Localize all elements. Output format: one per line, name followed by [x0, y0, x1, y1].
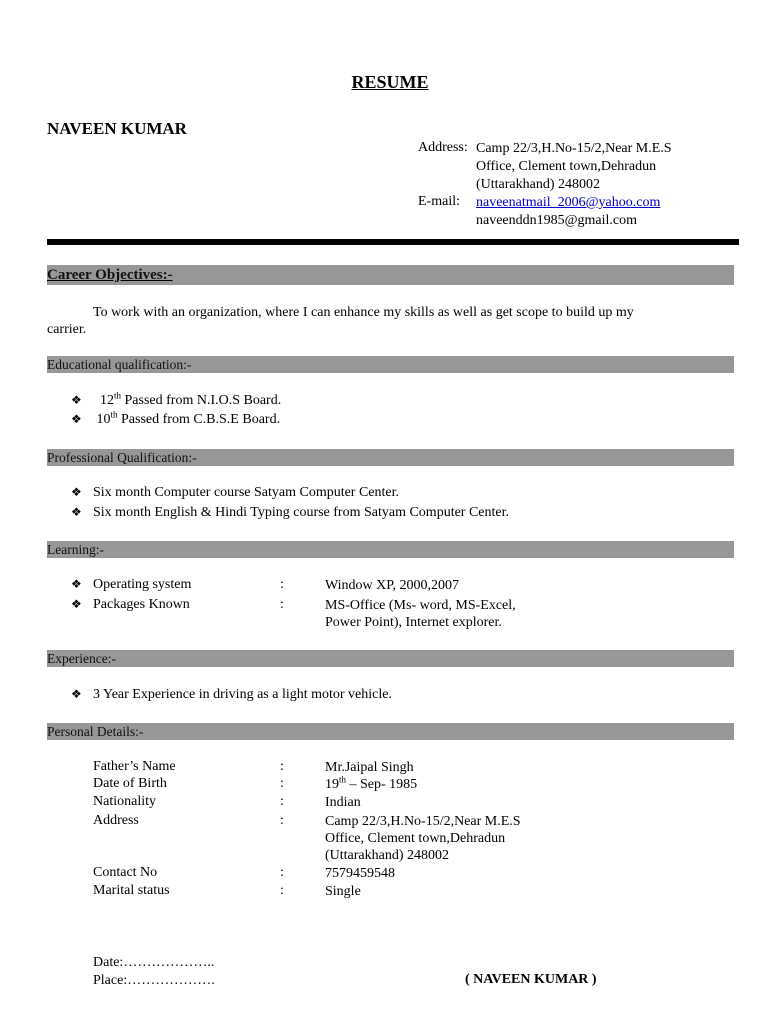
header-divider	[47, 239, 739, 245]
email-block	[476, 194, 660, 230]
signature-name: ( NAVEEN KUMAR )	[465, 972, 597, 987]
section-heading: Career Objectives:-	[47, 267, 173, 283]
bullet-icon: ❖	[71, 505, 82, 519]
field-value: Camp 22/3,H.No-15/2,Near M.E.S Office, Clement town,Dehradun (Uttarakhand) 248002	[325, 814, 521, 863]
candidate-name: NAVEEN KUMAR	[47, 119, 187, 138]
field-value: 7579459548	[325, 866, 395, 881]
field-value: Indian	[325, 795, 361, 810]
field-label: Address	[93, 813, 139, 828]
colon: :	[280, 759, 284, 774]
email-label: E-mail:	[418, 194, 460, 209]
address-line: (Uttarakhand) 248002	[476, 177, 601, 192]
section-professional	[47, 449, 734, 466]
colon: :	[280, 776, 284, 791]
section-heading: Educational qualification:-	[47, 357, 192, 372]
section-heading: Personal Details:-	[47, 724, 144, 739]
field-value: 19th – Sep- 1985	[325, 774, 418, 792]
email-link[interactable]: naveenatmail_2006@yahoo.com	[476, 195, 661, 210]
colon: :	[280, 597, 284, 612]
list-item: ❖ 3 Year Experience in driving as a light motor vehicle.	[71, 687, 392, 702]
section-heading: Learning:-	[47, 542, 104, 557]
field-value: Mr.Jaipal Singh	[325, 760, 414, 775]
address-block	[476, 140, 672, 194]
list-item: ❖ 12th Passed from N.I.O.S Board.	[71, 390, 282, 408]
bullet-icon: ❖	[71, 485, 82, 499]
learning-row-value: Window XP, 2000,2007	[325, 578, 459, 593]
learning-row-value: MS-Office (Ms- word, MS-Excel, Power Point), Internet explorer.	[325, 598, 516, 630]
list-item: ❖ Six month Computer course Satyam Computer Center.	[71, 485, 400, 500]
section-education	[47, 356, 734, 373]
bullet-icon: ❖	[71, 393, 82, 407]
section-heading: Experience:-	[47, 651, 116, 666]
colon: :	[280, 577, 284, 592]
bullet-icon: ❖	[71, 687, 82, 701]
date-line: Date:………………..	[93, 955, 215, 970]
bullet-icon: ❖	[71, 577, 82, 591]
section-personal-details	[47, 723, 734, 740]
address-label: Address:	[418, 140, 468, 155]
place-line: Place:……………….	[93, 973, 215, 988]
section-career-objectives	[47, 265, 734, 285]
colon: :	[280, 883, 284, 898]
field-label: Father’s Name	[93, 759, 176, 774]
field-label: Nationality	[93, 794, 156, 809]
resume-title: RESUME	[351, 72, 429, 92]
section-learning	[47, 541, 734, 558]
bullet-icon: ❖	[71, 412, 82, 426]
address-line: Camp 22/3,H.No-15/2,Near M.E.S	[476, 141, 672, 156]
field-value: Single	[325, 884, 361, 899]
career-text-line2: carrier.	[47, 322, 87, 337]
colon: :	[280, 794, 284, 809]
colon: :	[280, 813, 284, 828]
section-experience	[47, 650, 734, 667]
email-secondary: naveenddn1985@gmail.com	[476, 213, 638, 228]
learning-row-label: ❖ Packages Known	[71, 597, 190, 612]
list-item: ❖ Six month English & Hindi Typing course from Satyam Computer Center.	[71, 505, 510, 520]
section-heading: Professional Qualification:-	[47, 450, 197, 465]
learning-row-label: ❖ Operating system	[71, 577, 192, 592]
field-label: Date of Birth	[93, 776, 167, 791]
field-label: Contact No	[93, 865, 158, 880]
address-line: Office, Clement town,Dehradun	[476, 159, 657, 174]
list-item: ❖ 10th Passed from C.B.S.E Board.	[71, 409, 281, 427]
career-text-line1: To work with an organization, where I can enhance my skills as well as get scope to build up my	[93, 305, 634, 320]
colon: :	[280, 865, 284, 880]
bullet-icon: ❖	[71, 597, 82, 611]
field-label: Marital status	[93, 883, 170, 898]
